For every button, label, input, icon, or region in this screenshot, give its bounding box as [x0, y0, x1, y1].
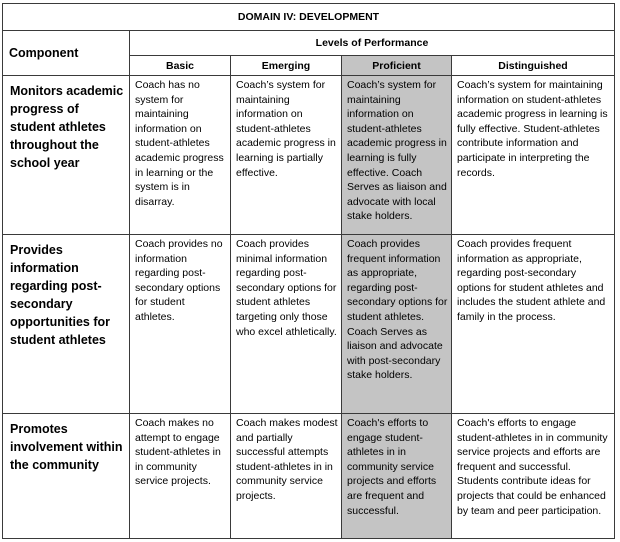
rubric-table: [2, 3, 615, 539]
proficient-description: Coach's efforts to engage student-athletes in in community service projects and efforts are frequent and successful.: [342, 414, 452, 539]
title-row: [3, 4, 615, 31]
table-row: [3, 414, 615, 539]
table-row: [3, 235, 615, 414]
distinguished-header: Distinguished: [452, 56, 615, 76]
emerging-description: Coach makes modest and partially successful attempts student-athletes in in community service projects.: [231, 414, 342, 539]
emerging-header: Emerging: [231, 56, 342, 76]
component-label: Provides information regarding post-secondary opportunities for student athletes: [3, 235, 130, 414]
table-row: [3, 76, 615, 235]
proficient-description: Coach’s system for maintaining information on student-athletes academic progress in learning is fully effective. Coach Serves as liaison and advocate with local stake holders.: [342, 76, 452, 235]
emerging-description: Coach provides minimal information regarding post-secondary options for student athletes targeting only those who excel athletically.: [231, 235, 342, 414]
distinguished-description: Coach’s system for maintaining information on student-athletes academic progress in learning is fully effective. Student-athletes contribute information and participate in interpreting the records.: [452, 76, 615, 235]
basic-header: Basic: [130, 56, 231, 76]
component-label: Promotes involvement within the community: [3, 414, 130, 539]
basic-description: Coach has no system for maintaining information on student-athletes academic progress in learning or the system is in disarray.: [130, 76, 231, 235]
levels-header-row: [3, 31, 615, 56]
distinguished-description: Coach's efforts to engage student-athletes in in community service projects and efforts are frequent and successful. Students contribute ideas for projects that could be enhanced by team and peer participation.: [452, 414, 615, 539]
basic-description: Coach provides no information regarding post-secondary options for student athletes.: [130, 235, 231, 414]
basic-description: Coach makes no attempt to engage student-athletes in in community service projects.: [130, 414, 231, 539]
component-header: Component: [3, 31, 130, 76]
distinguished-description: Coach provides frequent information as appropriate, regarding post-secondary options for student athletes and includes the student athlete and family in the process.: [452, 235, 615, 414]
emerging-description: Coach’s system for maintaining information on student-athletes academic progress in learning is partially effective.: [231, 76, 342, 235]
proficient-description: Coach provides frequent information as appropriate, regarding post-secondary options for student athletes. Coach Serves as liaison and advocate with post-secondary stake holders.: [342, 235, 452, 414]
levels-of-performance-header: Levels of Performance: [130, 31, 615, 56]
domain-title: DOMAIN IV: DEVELOPMENT: [3, 4, 615, 31]
component-label: Monitors academic progress of student athletes throughout the school year: [3, 76, 130, 235]
proficient-header: Proficient: [342, 56, 452, 76]
